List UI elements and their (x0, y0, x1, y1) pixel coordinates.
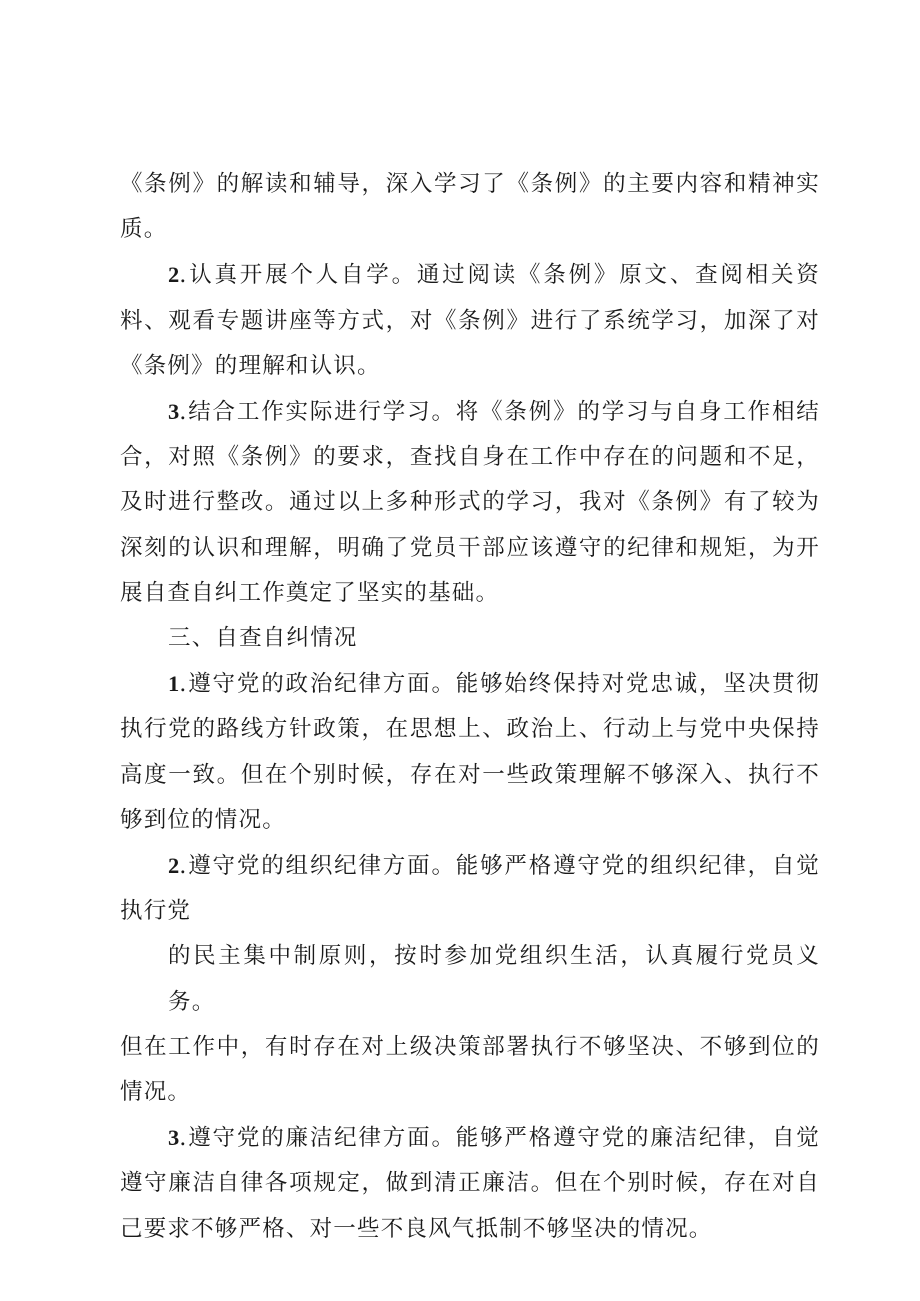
paragraph-organizational-discipline (120, 843, 820, 934)
document-body (120, 162, 820, 1252)
paragraph-text: .结合工作实际进行学习。将《条例》的学习与自身工作相结合，对照《条例》的要求，查找自身在工作中存在的问题和不足，及时进行整改。通过以上多种形式的学习，我对《条例》有了较为深刻的认识和理解，明确了党员干部应该遵守的纪律和规矩，为开展自查自纠工作奠定了坚实的基础。 (120, 399, 820, 606)
item-number: 2 (168, 853, 180, 879)
paragraph-text: .遵守党的廉洁纪律方面。能够严格遵守党的廉洁纪律，自觉遵守廉洁自律各项规定，做到清正廉洁。但在个别时候，存在对自己要求不够严格、对一些不良风气抵制不够坚决的情况。 (120, 1125, 820, 1242)
paragraph-study-2 (120, 252, 820, 389)
paragraph-intro: 《条例》的解读和辅导，深入学习了《条例》的主要内容和精神实质。 (120, 171, 820, 243)
paragraph-study-3 (120, 389, 820, 616)
paragraph-text: .遵守党的组织纪律方面。能够严格遵守党的组织纪律，自觉执行党 (120, 853, 820, 925)
paragraph-integrity-discipline (120, 1115, 820, 1252)
item-number: 3 (168, 399, 180, 425)
paragraph-text: .遵守党的政治纪律方面。能够始终保持对党忠诚，坚决贯彻执行党的路线方针政策，在思想上、政治上、行动上与党中央保持高度一致。但在个别时候，存在对一些政策理解不够深入、执行不够到位的情况。 (120, 671, 820, 833)
paragraph-political-discipline (120, 661, 820, 843)
section-heading: 三、自查自纠情况 (168, 625, 358, 652)
item-number: 1 (168, 671, 180, 697)
paragraph-text: .认真开展个人自学。通过阅读《条例》原文、查阅相关资料、观看专题讲座等方式，对《条例》进行了系统学习，加深了对《条例》的理解和认识。 (120, 262, 820, 379)
paragraph-continuation-line: 的民主集中制原则，按时参加党组织生活，认真履行党员义务。 (168, 943, 820, 1015)
item-number: 2 (168, 262, 180, 288)
item-number: 3 (168, 1125, 180, 1151)
paragraph-continuation-rest: 但在工作中，有时存在对上级决策部署执行不够坚决、不够到位的情况。 (120, 1033, 820, 1106)
